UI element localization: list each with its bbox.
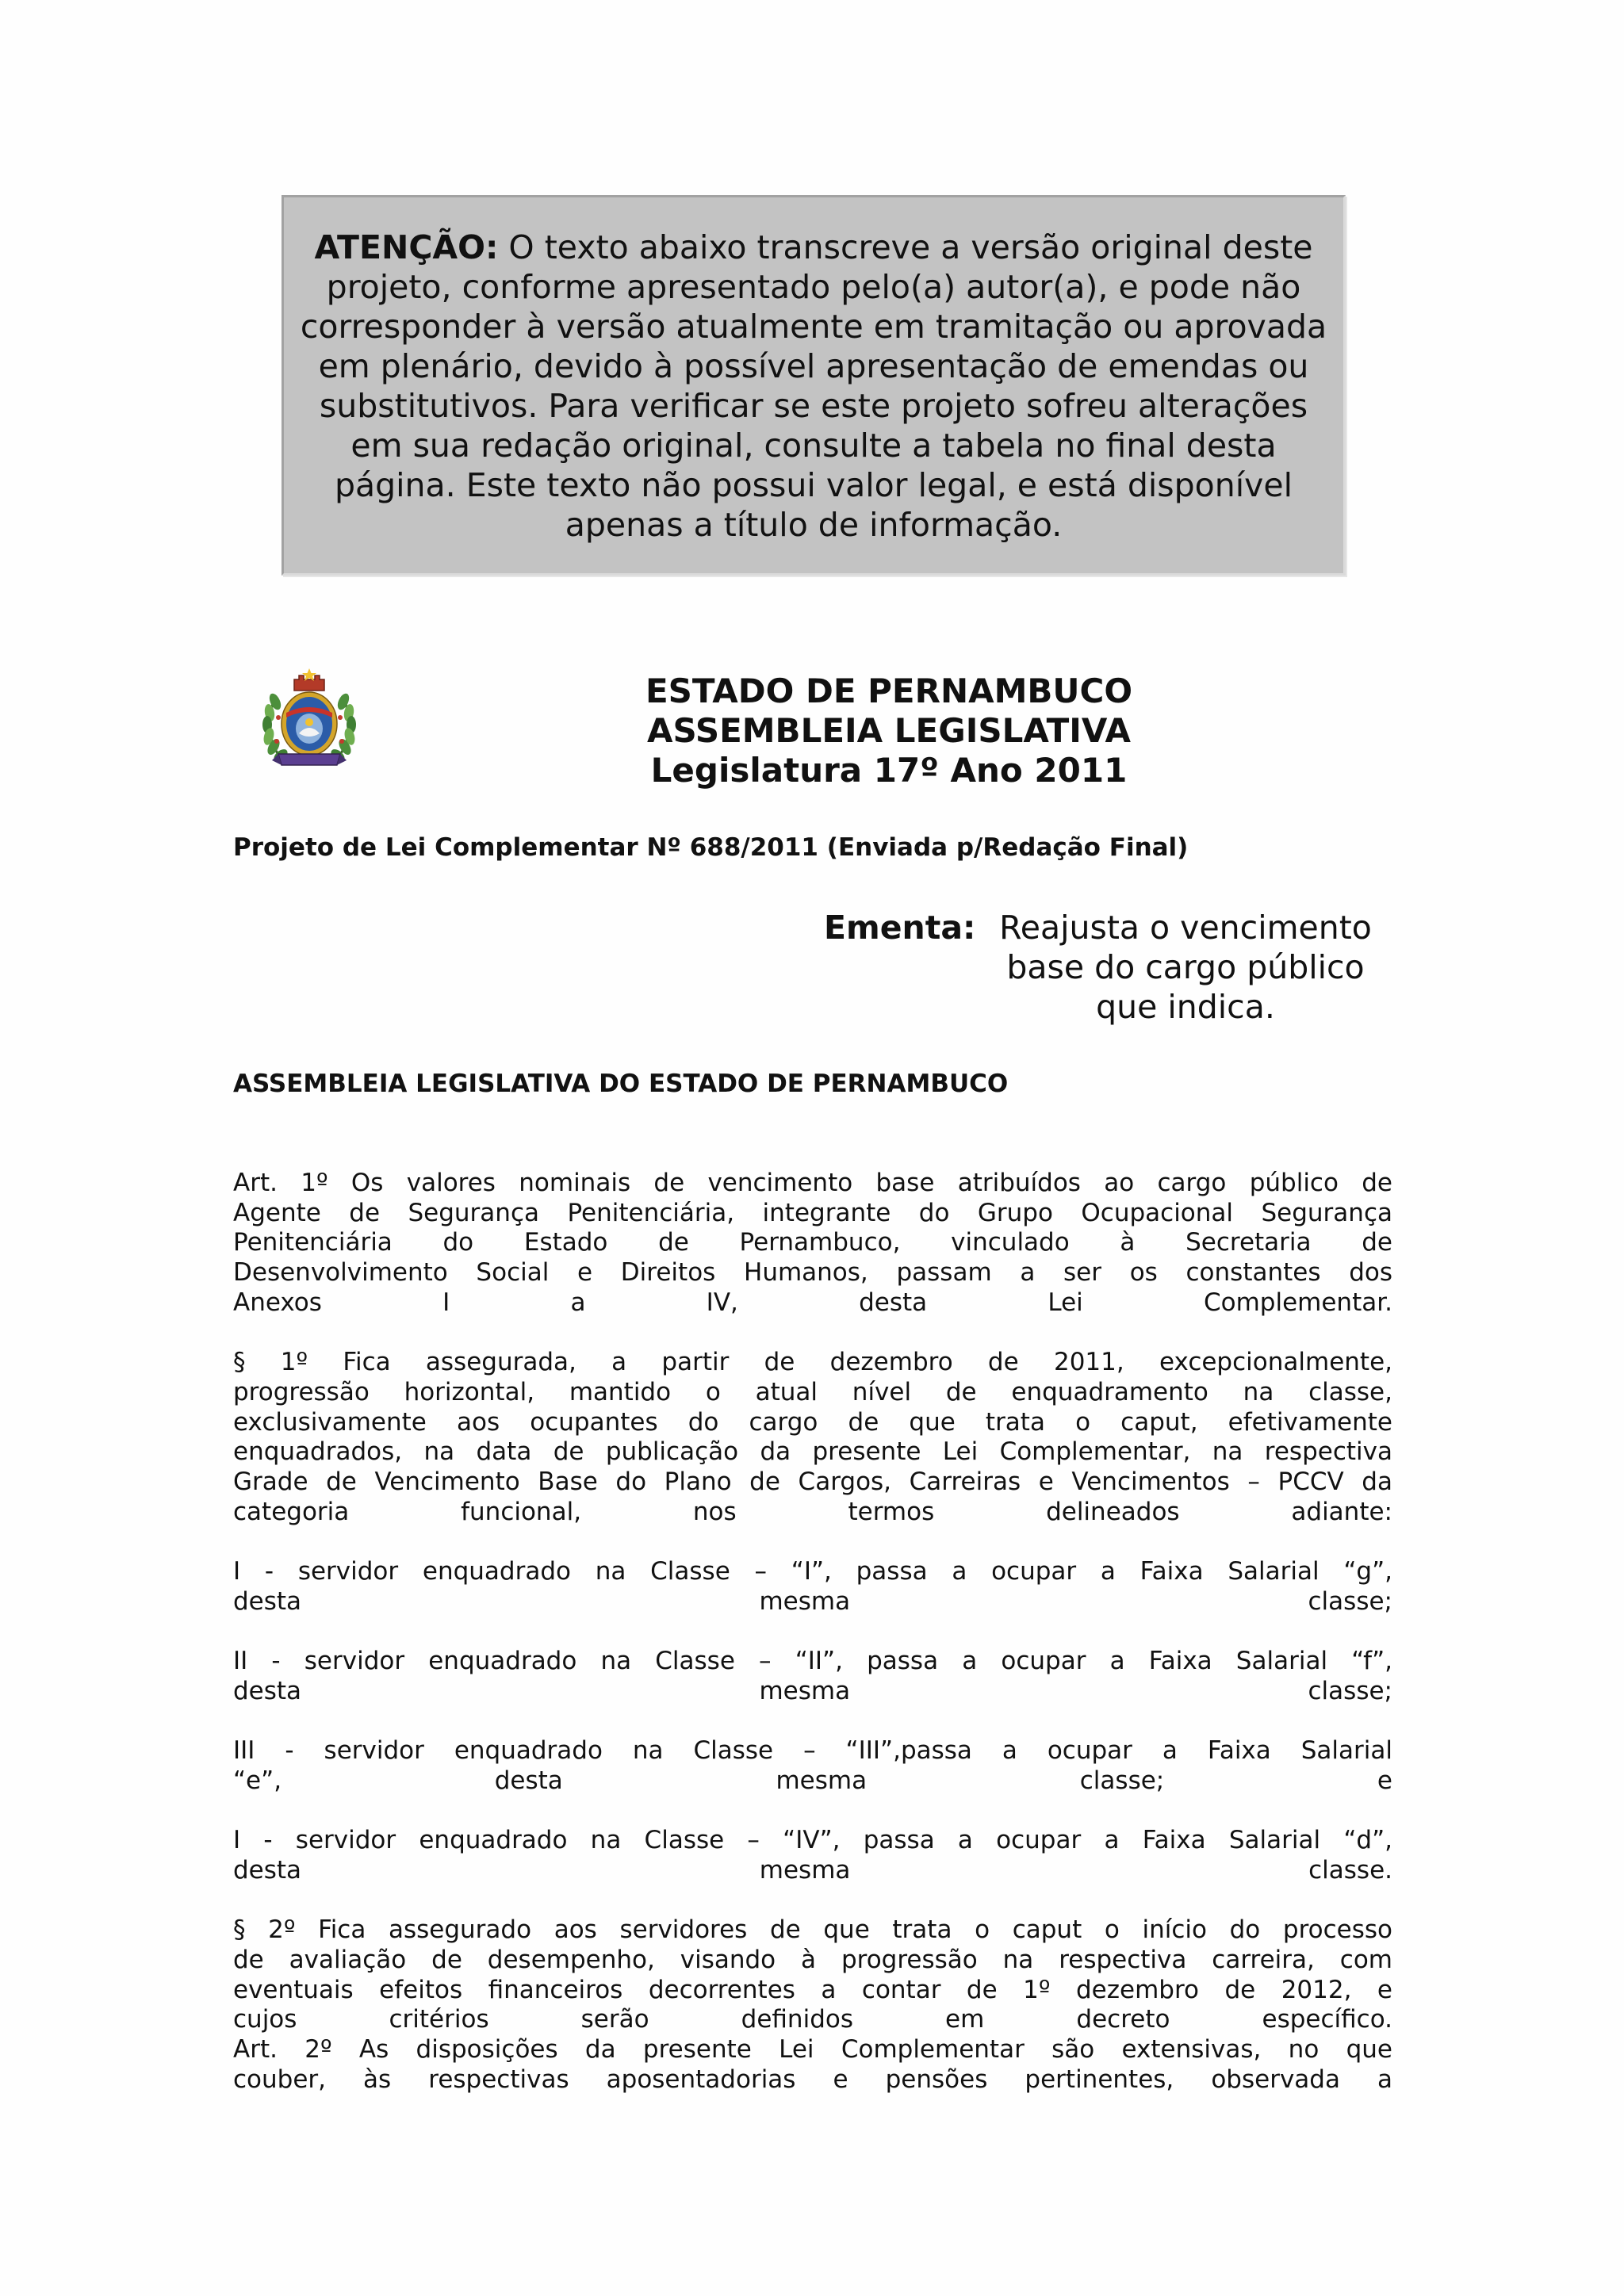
body-line: de avaliação de desempenho, visando à progressão na respectiva carreira, com: [233, 1945, 1392, 1974]
body-line: I - servidor enquadrado na Classe – “IV”, passa a ocupar a Faixa Salarial “d”,: [233, 1826, 1392, 1855]
notice-line-text: O texto abaixo transcreve a versão original deste: [498, 228, 1313, 266]
notice-line: substitutivos. Para verificar se este projeto sofreu alterações: [319, 387, 1308, 425]
body-line: I - servidor enquadrado na Classe – “I”, passa a ocupar a Faixa Salarial “g”,: [233, 1556, 1392, 1586]
body-line: § 1º Fica assegurada, a partir de dezembro de 2011, excepcionalmente,: [233, 1348, 1392, 1377]
ribbon: [272, 754, 347, 765]
ementa-text: [979, 908, 1392, 1027]
body-line: Anexos I a IV, desta Lei Complementar.: [233, 1288, 1392, 1317]
notice-label: ATENÇÃO:: [314, 228, 499, 266]
body-line: § 2º Fica assegurado aos servidores de que trata o caput o início do processo: [233, 1915, 1392, 1945]
body-line: Agente de Segurança Penitenciária, integrante do Grupo Ocupacional Segurança: [233, 1198, 1392, 1227]
paragraph-section-2: [233, 1915, 1392, 2095]
notice-line: projeto, conforme apresentado pelo(a) autor(a), e pode não: [326, 268, 1301, 306]
paragraph-section-1: [233, 1348, 1392, 1527]
body-line: Art. 2º As disposições da presente Lei Complementar são extensivas, no que: [233, 2034, 1392, 2064]
body-line: categoria funcional, nos termos delineados adiante:: [233, 1497, 1392, 1526]
authority-heading: ASSEMBLEIA LEGISLATIVA DO ESTADO DE PERNAMBUCO: [233, 1070, 1009, 1098]
body-line: eventuais efeitos financeiros decorrentes a contar de 1º dezembro de 2012, e: [233, 1975, 1392, 2004]
notice-line: corresponder à versão atualmente em tramitação ou aprovada: [300, 308, 1327, 346]
project-title: Projeto de Lei Complementar Nº 688/2011 (Enviada p/Redação Final): [233, 833, 1189, 862]
body-line: cujos critérios serão definidos em decreto específico.: [233, 2005, 1392, 2034]
document-body: [233, 1169, 1392, 2095]
body-line: desta mesma classe;: [233, 1676, 1392, 1705]
body-line: Penitenciária do Estado de Pernambuco, vinculado à Secretaria de: [233, 1228, 1392, 1257]
header: [476, 672, 1302, 790]
ementa-line: Reajusta o vencimento: [999, 909, 1372, 947]
paragraph-item-i: [233, 1557, 1392, 1617]
ementa-line: base do cargo público: [1006, 948, 1365, 986]
paragraph-item-iii: [233, 1736, 1392, 1796]
ementa-label: Ementa:: [824, 909, 976, 947]
body-line: Desenvolvimento Social e Direitos Humanos, passam a ser os constantes dos: [233, 1258, 1392, 1288]
paragraph-art-1: [233, 1169, 1392, 1318]
notice-text: [284, 228, 1343, 545]
body-line: III - servidor enquadrado na Classe – “III”,passa a ocupar a Faixa Salarial: [233, 1736, 1392, 1766]
body-line: desta mesma classe.: [233, 1855, 1392, 1885]
body-line: couber, às respectivas aposentadorias e pensões pertinentes, observada a: [233, 2064, 1392, 2094]
notice-line: em sua redação original, consulte a tabela no final desta: [350, 427, 1277, 465]
header-legislature: Legislatura 17º Ano 2011: [650, 751, 1128, 790]
body-line: progressão horizontal, mantido o atual nível de enquadramento na classe,: [233, 1377, 1392, 1406]
paragraph-item-ii: [233, 1647, 1392, 1706]
body-line: desta mesma classe;: [233, 1586, 1392, 1616]
notice-line: em plenário, devido à possível apresentação de emendas ou: [318, 347, 1309, 385]
body-line: exclusivamente aos ocupantes do cargo de que trata o caput, efetivamente: [233, 1407, 1392, 1437]
notice-line: apenas a título de informação.: [565, 506, 1063, 544]
notice-line: [284, 228, 1343, 267]
notice-box: [282, 195, 1346, 576]
body-line: “e”, desta mesma classe; e: [233, 1766, 1392, 1795]
paragraph-item-iv: [233, 1826, 1392, 1885]
body-line: Grade de Vencimento Base do Plano de Cargos, Carreiras e Vencimentos – PCCV da: [233, 1467, 1392, 1496]
ementa-line: que indica.: [1096, 988, 1275, 1026]
body-line: Art. 1º Os valores nominais de vencimento base atribuídos ao cargo público de: [233, 1169, 1392, 1197]
body-line: II - servidor enquadrado na Classe – “II”, passa a ocupar a Faixa Salarial “f”,: [233, 1647, 1392, 1675]
state-coat-of-arms: [259, 667, 359, 771]
notice-line: página. Este texto não possui valor legal, e está disponível: [334, 466, 1293, 504]
coat-of-arms-icon: [259, 667, 359, 771]
body-line: enquadrados, na data de publicação da presente Lei Complementar, na respectiva: [233, 1437, 1392, 1467]
header-state: ESTADO DE PERNAMBUCO: [645, 672, 1133, 710]
crown: [294, 668, 324, 691]
header-assembly: ASSEMBLEIA LEGISLATIVA: [646, 711, 1132, 750]
shield: [282, 692, 337, 756]
